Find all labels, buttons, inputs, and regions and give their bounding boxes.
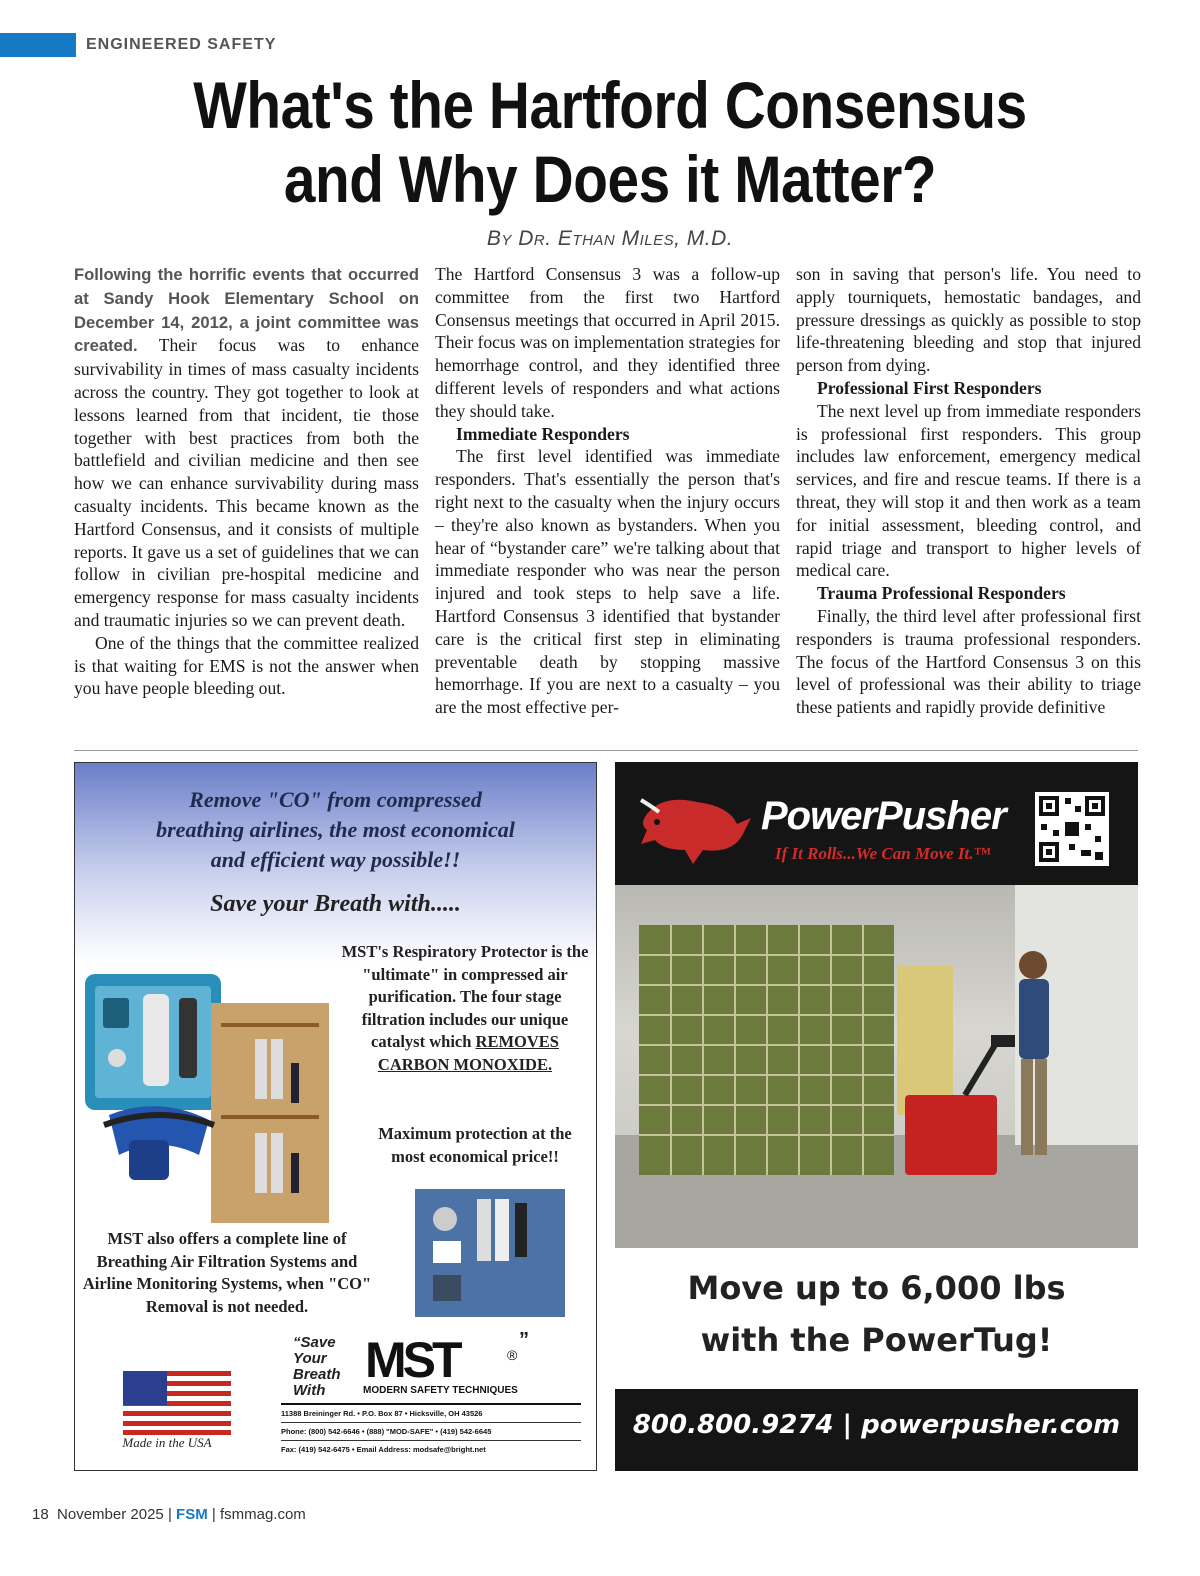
contact-block bbox=[281, 1403, 581, 1458]
headline-line-1: What's the Hartford Consensus bbox=[193, 68, 1027, 142]
powerpusher-advertisement[interactable] bbox=[615, 762, 1138, 1471]
headline-line-2: and Why Does it Matter? bbox=[283, 142, 937, 216]
section-label: ENGINEERED SAFETY bbox=[86, 36, 277, 53]
subhead-immediate-responders: Immediate Responders bbox=[456, 423, 630, 444]
ad-headline: Remove "CO" from compressed breathing airlines, the most economical and efficient way possible!! bbox=[156, 787, 515, 872]
website[interactable]: fsmmag.com bbox=[219, 1506, 306, 1523]
ad-quote: “Save Your Breath With bbox=[293, 1334, 341, 1399]
article-headline bbox=[137, 68, 1083, 216]
made-in-usa: Made in the USA bbox=[122, 1435, 212, 1450]
belt-pack-image bbox=[99, 1085, 219, 1195]
article-column-2 bbox=[435, 263, 780, 719]
divider bbox=[74, 750, 1138, 751]
footer-separator: | bbox=[167, 1506, 172, 1523]
lead-in: Following the horrific events that occurred at Sandy Hook Elementary School on December 14, 2012, a joint committee was created. bbox=[74, 265, 419, 356]
filter-unit-image bbox=[415, 1189, 565, 1317]
registered-mark: ® bbox=[507, 1347, 518, 1363]
address-line: 11388 Breininger Rd. • P.O. Box 87 • Hicksville, OH 43526 bbox=[281, 1403, 581, 1422]
qr-code-icon[interactable] bbox=[1035, 792, 1109, 866]
subhead-trauma-professional-responders: Trauma Professional Responders bbox=[817, 583, 1066, 604]
paragraph: The next level up from immediate responders is professional first responders. This group includes law enforcement, emergency medical services, and fire and rescue teams. If there is a threat, they will stop it and then work as a team for initial assessment, bleeding control, and rapid triage and transport to higher levels of medical care. bbox=[796, 400, 1141, 581]
mst-logo: MST bbox=[365, 1332, 459, 1388]
bull-logo-icon bbox=[633, 784, 757, 868]
cart-with-tug-image bbox=[615, 885, 1138, 1248]
ad-resp-body: MST's Respiratory Protector is the "ultimate" in compressed air purification. The four stage filtration includes our unique catalyst which bbox=[341, 942, 589, 1051]
ad-max-protection: Maximum protection at the most economical price!! bbox=[378, 1124, 572, 1166]
paragraph bbox=[74, 263, 419, 632]
paragraph: One of the things that the committee realized is that waiting for EMS is not the answer when you have people bleeding out. bbox=[74, 632, 419, 699]
mst-advertisement[interactable] bbox=[74, 762, 597, 1471]
page-number: 18 bbox=[32, 1506, 49, 1523]
ad-resp-underline: REMOVES CARBON MONOXIDE. bbox=[377, 1032, 559, 1074]
ad-contact[interactable]: 800.800.9274 | powerpusher.com bbox=[632, 1410, 1121, 1440]
byline: By Dr. Ethan Miles, M.D. bbox=[486, 227, 734, 250]
paragraph: The first level identified was immediate responders. That's essentially the person that's right next to the casualty when the injury occurs – they're also known as bystanders. When you hear of “bystander care” we're talking about that immediate responder who was near the person injured and took steps to help save a life. Hartford Consensus 3 identified that bystander care is the critical first step in eliminating preventable death by stopping massive hemorrhage. If you are next to a casualty – you are the most effective per- bbox=[435, 446, 780, 718]
magazine-name: FSM bbox=[176, 1506, 208, 1523]
filter-panel-image bbox=[211, 1003, 329, 1223]
footer-separator: | bbox=[211, 1506, 216, 1523]
article-column-3 bbox=[796, 263, 1141, 719]
subhead-professional-first-responders: Professional First Responders bbox=[817, 377, 1042, 398]
article-column-1 bbox=[74, 263, 419, 700]
ad-main-message bbox=[615, 1262, 1138, 1366]
paragraph-text: Their focus was to enhance survivability in times of mass casualty incidents across the country. They got together to look at lessons learned from that incident, tie those together with best practices from both the battlefield and civilian medicine and then see how we can enhance survivability during mass casualty incidents. This became known as the Hartford Consensus, and it consists of multiple reports. It gave us a set of guidelines that we can follow in civilian pre-hospital medicine and emergency response for mass casualty incidents and traumatic injuries so we can prevent death. bbox=[74, 335, 419, 630]
paragraph: The Hartford Consensus 3 was a follow-up committee from the first two Hartford Consensus meetings that occurred in April 2015. Their focus was on implementation strategies for hemorrhage control, and they identified three different levels of responders and what actions they should take. bbox=[435, 264, 780, 421]
ad-close-quote: ” bbox=[519, 1329, 529, 1351]
ad-save-breath: Save your Breath with..... bbox=[210, 891, 461, 917]
paragraph: son in saving that person's life. You need to apply tourniquets, hemostatic bandages, and pressure dressings as quickly as possible to stop life-threatening bleeding and stop that injured person from dying. bbox=[796, 264, 1141, 376]
ad-also-offers: MST also offers a complete line of Breathing Air Filtration Systems and Airline Monitoring Systems, when "CO" Removal is not needed. bbox=[82, 1229, 372, 1316]
issue-year: 2025 bbox=[130, 1506, 164, 1523]
ad-message-line-2: with the PowerTug! bbox=[700, 1321, 1053, 1359]
phone-line: Phone: (800) 542-6646 • (888) "MOD-SAFE" • (419) 542-6645 bbox=[281, 1422, 581, 1440]
paragraph: Finally, the third level after professional first responders is trauma professional responders. The focus of the Hartford Consensus 3 on this level of professional was their ability to triage these patients and rapidly provide definitive bbox=[796, 605, 1141, 718]
us-flag-icon bbox=[123, 1371, 231, 1435]
brand-name: PowerPusher bbox=[761, 794, 1006, 838]
section-color-bar bbox=[0, 33, 76, 57]
page-footer bbox=[32, 1506, 306, 1523]
issue-month: November bbox=[57, 1506, 127, 1523]
ad-respiratory-protector-text bbox=[337, 941, 593, 1076]
brand-tagline: If It Rolls...We Can Move It.™ bbox=[775, 844, 991, 863]
ad-message-line-1: Move up to 6,000 lbs bbox=[687, 1269, 1066, 1307]
fax-line: Fax: (419) 542-6475 • Email Address: modsafe@bright.net bbox=[281, 1440, 581, 1458]
company-name: MODERN SAFETY TECHNIQUES bbox=[363, 1385, 518, 1396]
